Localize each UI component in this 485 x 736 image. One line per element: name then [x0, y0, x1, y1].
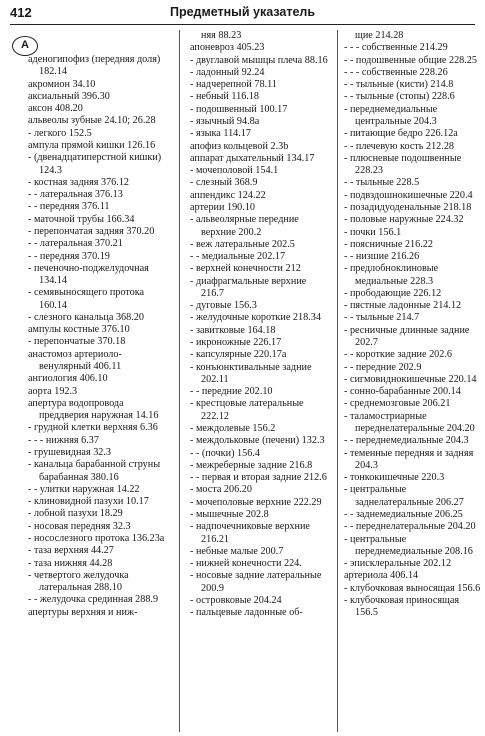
index-entry: - небные малые 200.7 [190, 545, 284, 557]
index-entry: - маточной трубы 166.34 [28, 213, 135, 225]
index-entry: - - передняя 370.19 [28, 250, 110, 262]
index-entry: - почки 156.1 [344, 226, 402, 238]
index-entry: артерии 190.10 [190, 201, 256, 213]
index-entry: - таламостриарные переднелатеральные 204.20 [344, 410, 475, 434]
index-entry: - межреберные задние 216.8 [190, 459, 313, 471]
index-entry: - - - собственные 214.29 [344, 42, 448, 54]
page-number: 412 [10, 5, 32, 20]
index-entry: аксон 408.20 [28, 103, 83, 115]
index-column-2 [190, 30, 328, 620]
index-entry: - (двенадцатиперстной кишки) 124.3 [28, 152, 162, 176]
index-entry: - носослезного протока 136.23а [28, 532, 165, 544]
index-entry: - предлобноклиновые медиальные 228.3 [344, 263, 439, 287]
index-entry: аппарат дыхательный 134.17 [190, 152, 315, 164]
index-entry: акромион 34.10 [28, 78, 96, 90]
index-entry: - альвеолярные передние верхние 200.2 [190, 214, 299, 238]
index-entry: - - короткие задние 202.6 [344, 349, 453, 361]
index-entry: артериола 406.14 [344, 570, 419, 582]
index-entry: - - (почки) 156.4 [190, 447, 260, 459]
index-entry: - среднемозговые 206.21 [344, 398, 451, 410]
index-entry: - грудной клетки верхняя 6.36 [28, 422, 158, 434]
index-spacer [28, 30, 170, 54]
index-entry: - лобной пазухи 18.29 [28, 508, 123, 520]
index-entry: - - тыльные (стопы) 228.6 [344, 91, 455, 103]
index-entry: аксиальный 396.30 [28, 90, 110, 102]
index-entry: - ресничные длинные задние 202.7 [344, 324, 470, 349]
index-entry: - пальцевые ладонные об- [190, 607, 303, 619]
index-entry: апертуры верхняя и ниж- [28, 606, 138, 618]
index-entry: ангиология 406.10 [28, 373, 108, 385]
index-entry: - питающие бедро 226.12а [344, 128, 458, 140]
index-entry: - крестцовые латеральные 222.12 [190, 398, 304, 422]
column-divider [179, 30, 180, 732]
index-entry: - - желудочка срединная 288.9 [28, 594, 159, 606]
index-entry: - - медиальные 202.17 [190, 251, 286, 263]
index-entry: - мышечные 202.8 [190, 508, 269, 520]
index-entry: - переднемедиальные центральные 204.3 [344, 103, 438, 127]
index-entry: - завитковые 164.18 [190, 324, 276, 336]
index-entry: - таза нижняя 44.28 [28, 557, 113, 569]
index-entry: - желудочные короткие 218.34 [190, 312, 321, 324]
index-entry: - междолевые 156.2 [190, 423, 276, 434]
index-entry: - конъюнктивальные задние 202.11 [190, 361, 312, 385]
index-entry: - двуглавой мышцы плеча 88.16 [190, 54, 328, 66]
index-entry: альвеолы зубные 24.10; 26.28 [28, 115, 156, 127]
index-entry: - нижней конечности 224. [190, 558, 302, 570]
index-entry: - поясничные 216.22 [344, 238, 433, 250]
page-header [10, 3, 475, 25]
index-entry: - икроножные 226.17 [190, 337, 282, 349]
index-entry: - канальца барабанной струны барабанная 380.16 [28, 459, 161, 483]
index-entry: анастомоз артериоло-венулярный 406.11 [28, 348, 122, 373]
index-entry: - междольковые (печени) 132.3 [190, 435, 325, 447]
index-entry: - сонно-барабанные 200.14 [344, 386, 461, 398]
index-entry: - дуговые 156.3 [190, 300, 257, 312]
index-entry: - моста 206.20 [190, 484, 252, 496]
index-entry: - легкого 152.5 [28, 127, 92, 139]
index-entry: апоневроз 405.23 [190, 42, 265, 54]
index-entry: - центральные заднелатеральные 206.27 [344, 484, 464, 508]
index-entry: - печеночно-поджелудочная 134.14 [28, 262, 149, 287]
index-entry: - верхней конечности 212 [190, 263, 301, 275]
index-entry: - - тыльные 214.7 [344, 312, 420, 324]
index-entry: - плюсневые подошвенные 228.23 [344, 152, 462, 177]
index-entry: - ладонный 92.24 [190, 66, 265, 78]
index-entry: - перепончатая задняя 370.20 [28, 225, 155, 237]
index-entry: - клубочковая приносящая 156.5 [344, 594, 460, 619]
index-entry: - - тыльные 228.5 [344, 177, 420, 189]
index-entry: - костная задняя 376.12 [28, 176, 130, 188]
index-entry: - грушевидная 32.3 [28, 447, 112, 458]
index-entry: - мочеполовые верхние 222.29 [190, 496, 322, 508]
index-entry: - - тыльные (кисти) 214.8 [344, 79, 454, 91]
index-entry: - надпочечниковые верхние 216.21 [190, 521, 310, 545]
index-entry: - - - нижняя 6.37 [28, 434, 99, 446]
index-column-3 [344, 30, 482, 620]
index-entry: - перепончатые 370.18 [28, 336, 126, 348]
index-entry: - носовые задние латеральные 200.9 [190, 570, 322, 594]
index-entry: аденогипофиз (передняя доля) 182.14 [28, 54, 161, 78]
index-entry: апофиз кольцевой 2.3b [190, 140, 289, 152]
header-rule [10, 24, 475, 25]
index-entry: - подошвенный 100.17 [190, 103, 288, 115]
index-entry: - надчерепной 78.11 [190, 79, 277, 91]
index-entry: - - переднелатеральные 204.20 [344, 521, 476, 533]
index-entry: - четвертого желудочка латеральная 288.10 [28, 569, 129, 594]
index-entry: - клиновидной пазухи 10.17 [28, 496, 149, 508]
section-letter: А [21, 39, 29, 51]
index-entry: - подвздошнокишечные 220.4 [344, 189, 473, 201]
index-entry: - - первая и вторая задние 212.6 [190, 472, 327, 484]
index-entry: аорта 192.3 [28, 385, 78, 397]
index-entry: - - латеральная 370.21 [28, 238, 123, 250]
index-entry: - носовая передняя 32.3 [28, 520, 131, 532]
index-entry: ампулы костные 376.10 [28, 324, 130, 336]
index-entry: - - улитки наружная 14.22 [28, 483, 140, 495]
index-entry: - диафрагмальные верхние 216.7 [190, 275, 307, 299]
index-entry: - мочеполовой 154.1 [190, 165, 279, 177]
index-entry: - - переднемедиальные 204.3 [344, 435, 469, 447]
index-entry: - тонкокишечные 220.3 [344, 472, 445, 484]
index-entry: - слезного канальца 368.20 [28, 311, 144, 323]
index-entry: - клубочковая выносящая 156.6 [344, 582, 481, 594]
index-entry: - сигмовиднокишечные 220.14 [344, 373, 477, 385]
index-entry: аппендикс 124.22 [190, 189, 266, 201]
index-entry: - - передние 202.10 [190, 386, 273, 398]
index-entry: - позадидуоденальные 218.18 [344, 201, 472, 213]
index-entry: - островковые 204.24 [190, 594, 282, 606]
index-entry: - небный 116.18 [190, 91, 260, 103]
index-entry: - - передняя 376.11 [28, 201, 110, 213]
index-entry: няя 88.23 [201, 30, 242, 41]
page-title: Предметный указатель [169, 5, 316, 19]
index-entry: апертура водопровода преддверия наружная 14.16 [28, 397, 159, 422]
index-entry: - веж латеральные 202.5 [190, 238, 295, 250]
index-entry: - - плечевую кость 212.28 [344, 140, 455, 152]
index-entry: - слезный 368.9 [190, 177, 258, 189]
index-entry: - центральные переднемедиальные 208.16 [344, 533, 473, 557]
index-entry: щие 214.28 [355, 30, 404, 41]
index-entry: - пястные ладонные 214.12 [344, 300, 462, 312]
index-entry: - - передние 202.9 [344, 361, 422, 373]
index-entry: ампула прямой кишки 126.16 [28, 139, 156, 151]
index-entry: - язычный 94.8а [190, 115, 260, 127]
index-entry: - - заднемедиальные 206.25 [344, 508, 463, 520]
index-entry: - половые наружные 224.32 [344, 214, 464, 226]
index-entry: - - низшие 216.26 [344, 251, 420, 263]
index-entry: - эписклеральные 202.12 [344, 558, 452, 570]
column-divider [337, 30, 338, 732]
index-entry: - - латеральная 376.13 [28, 189, 123, 201]
index-entry: - прободающие 226.12 [344, 287, 442, 299]
index-entry: - таза верхняя 44.27 [28, 545, 114, 557]
index-column-1 [28, 30, 170, 619]
index-entry: - теменные передняя и задняя 204.3 [344, 447, 474, 471]
index-entry: - капсулярные 220.17а [190, 349, 287, 361]
index-entry: - семявыносящего протока 160.14 [28, 287, 145, 311]
index-entry: - - подошвенные общие 228.25 [344, 54, 477, 66]
index-entry: - языка 114.17 [190, 128, 251, 140]
index-entry: - - - собственные 228.26 [344, 66, 448, 78]
